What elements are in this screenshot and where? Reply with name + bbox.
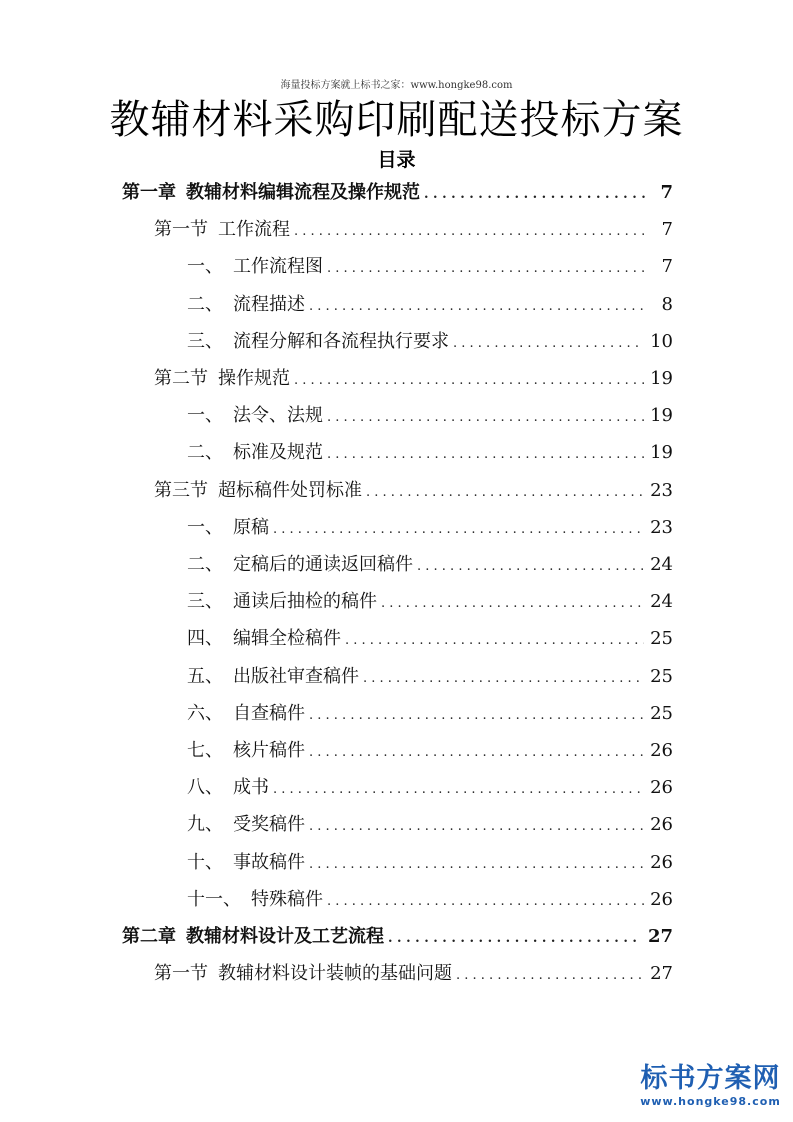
- toc-entry[interactable]: [187, 732, 673, 769]
- toc-heading: 目录: [377, 149, 416, 171]
- toc-entry-number: 三、: [187, 591, 223, 613]
- toc-entry-page: 24: [650, 554, 673, 575]
- toc-entry-number: 三、: [187, 330, 223, 352]
- toc-entry-text: 操作规范: [218, 368, 290, 389]
- toc-dot-leader: [363, 658, 644, 697]
- toc-entry[interactable]: [187, 397, 673, 434]
- toc-entry-text: 流程描述: [233, 293, 305, 315]
- toc-entry-page: 26: [650, 888, 673, 910]
- toc-entry-number: 第二节: [154, 368, 208, 389]
- toc-entry-page: 23: [650, 479, 673, 501]
- toc-dot-leader: [309, 695, 644, 734]
- toc-entry-number: 第一节: [154, 219, 208, 241]
- brand-url: www.hongke98.com: [640, 1095, 781, 1108]
- toc-entry-page: 24: [650, 591, 673, 613]
- toc-entry-text: 教辅材料编辑流程及操作规范: [186, 182, 420, 203]
- toc-entry-text: 通读后抽检的稿件: [233, 591, 377, 613]
- toc-entry[interactable]: [187, 620, 673, 657]
- toc-dot-leader: [327, 397, 644, 436]
- toc-entry[interactable]: [187, 546, 673, 583]
- toc-entry-text: 流程分解和各流程执行要求: [233, 330, 449, 352]
- toc-entry[interactable]: [154, 211, 673, 248]
- toc-entry-page: 27: [647, 926, 673, 947]
- toc-entry[interactable]: [187, 658, 673, 695]
- toc-entry-page: 7: [661, 219, 673, 241]
- toc-dot-leader: [453, 323, 644, 362]
- toc-entry-number: 第三节: [154, 479, 208, 501]
- toc-entry-text: 自查稿件: [233, 702, 305, 724]
- toc-dot-leader: [327, 248, 649, 287]
- toc-entry-page: 25: [650, 628, 673, 650]
- toc-dot-leader: [309, 806, 644, 845]
- toc-entry-number: 五、: [187, 665, 223, 687]
- toc-dot-leader: [456, 955, 644, 994]
- toc-dot-leader: [309, 844, 644, 883]
- toc-dot-leader: [309, 286, 649, 325]
- toc-entry[interactable]: [187, 806, 673, 843]
- toc-entry-text: 教辅材料设计装帧的基础问题: [218, 963, 452, 985]
- toc-entry-page: 19: [650, 442, 673, 464]
- toc-entry[interactable]: [122, 918, 673, 955]
- toc-entry[interactable]: [187, 509, 673, 546]
- toc-entry-number: 二、: [187, 442, 223, 464]
- toc-entry-number: 一、: [187, 516, 223, 538]
- toc-entry-page: 26: [650, 851, 673, 873]
- toc-entry-text: 特殊稿件: [251, 888, 323, 910]
- toc-dot-leader: [294, 360, 644, 399]
- toc-entry-number: 第二章: [122, 926, 176, 947]
- toc-entry-text: 定稿后的通读返回稿件: [233, 554, 413, 575]
- toc-entry-text: 工作流程图: [233, 256, 323, 278]
- toc-entry-number: 七、: [187, 740, 223, 761]
- toc-entry-page: 7: [661, 256, 673, 278]
- toc-entry[interactable]: [187, 881, 673, 918]
- toc-entry-page: 7: [660, 182, 673, 203]
- toc-dot-leader: [424, 174, 649, 213]
- toc-entry-text: 标准及规范: [233, 442, 323, 464]
- toc-entry-page: 25: [650, 702, 673, 724]
- toc-entry-page: 26: [650, 777, 673, 799]
- toc-dot-leader: [327, 881, 644, 920]
- toc-dot-leader: [309, 732, 644, 771]
- toc-dot-leader: [388, 918, 642, 957]
- header-note: 海量投标方案就上标书之家：www.hongke98.com: [280, 80, 513, 91]
- toc-entry-page: 25: [650, 665, 673, 687]
- toc-entry-text: 事故稿件: [233, 851, 305, 873]
- toc-entry-page: 27: [650, 963, 673, 985]
- toc-entry-text: 法令、法规: [233, 405, 323, 427]
- toc-entry[interactable]: [187, 434, 673, 471]
- toc-dot-leader: [327, 434, 644, 473]
- toc-entry-page: 19: [650, 368, 673, 389]
- toc-entry-number: 一、: [187, 405, 223, 427]
- toc-entry[interactable]: [187, 695, 673, 732]
- toc-entry-text: 编辑全检稿件: [233, 628, 341, 650]
- toc-entry-text: 工作流程: [218, 219, 290, 241]
- toc-entry[interactable]: [187, 323, 673, 360]
- toc-entry-number: 二、: [187, 293, 223, 315]
- toc-entry-page: 26: [650, 740, 673, 761]
- toc-dot-leader: [294, 211, 649, 250]
- toc-entry-text: 超标稿件处罚标准: [218, 479, 362, 501]
- toc-dot-leader: [345, 620, 644, 659]
- toc-entry-number: 第一节: [154, 963, 208, 985]
- toc-entry-page: 19: [650, 405, 673, 427]
- toc-entry-text: 成书: [233, 777, 269, 799]
- toc-dot-leader: [417, 546, 644, 585]
- toc-entry-page: 10: [650, 330, 673, 352]
- toc-entry-text: 出版社审查稿件: [233, 665, 359, 687]
- toc-entry[interactable]: [154, 955, 673, 992]
- toc-dot-leader: [273, 509, 644, 548]
- toc-dot-leader: [273, 769, 644, 808]
- toc-entry-page: 26: [650, 814, 673, 836]
- toc-entry-number: 十、: [187, 851, 223, 873]
- toc-entry-number: 九、: [187, 814, 223, 836]
- toc-entry-number: 第一章: [122, 182, 176, 203]
- toc-entry-page: 8: [661, 293, 673, 315]
- toc-entry[interactable]: [187, 769, 673, 806]
- brand-watermark: [638, 1063, 783, 1108]
- toc-entry-text: 教辅材料设计及工艺流程: [186, 926, 384, 947]
- toc-entry[interactable]: [187, 286, 673, 323]
- toc-entry-text: 核片稿件: [233, 740, 305, 761]
- brand-name: 标书方案网: [640, 1063, 781, 1094]
- toc-entry-number: 十一、: [187, 888, 241, 910]
- toc-entry-text: 受奖稿件: [233, 814, 305, 836]
- toc-entry-page: 23: [650, 516, 673, 538]
- toc-dot-leader: [366, 472, 644, 511]
- toc-entry[interactable]: [154, 360, 673, 397]
- document-title: 教辅材料采购印刷配送投标方案: [109, 97, 684, 143]
- toc-entry[interactable]: [122, 174, 673, 211]
- toc-entry[interactable]: [187, 248, 673, 285]
- toc-entry[interactable]: [154, 472, 673, 509]
- toc-entry[interactable]: [187, 583, 673, 620]
- toc-entry-number: 六、: [187, 702, 223, 724]
- toc-entry-number: 四、: [187, 628, 223, 650]
- toc-entry[interactable]: [187, 844, 673, 881]
- toc-dot-leader: [381, 583, 644, 622]
- toc-entry-number: 二、: [187, 554, 223, 575]
- toc-entry-number: 八、: [187, 777, 223, 799]
- toc-entry-number: 一、: [187, 256, 223, 278]
- toc-entry-text: 原稿: [233, 516, 269, 538]
